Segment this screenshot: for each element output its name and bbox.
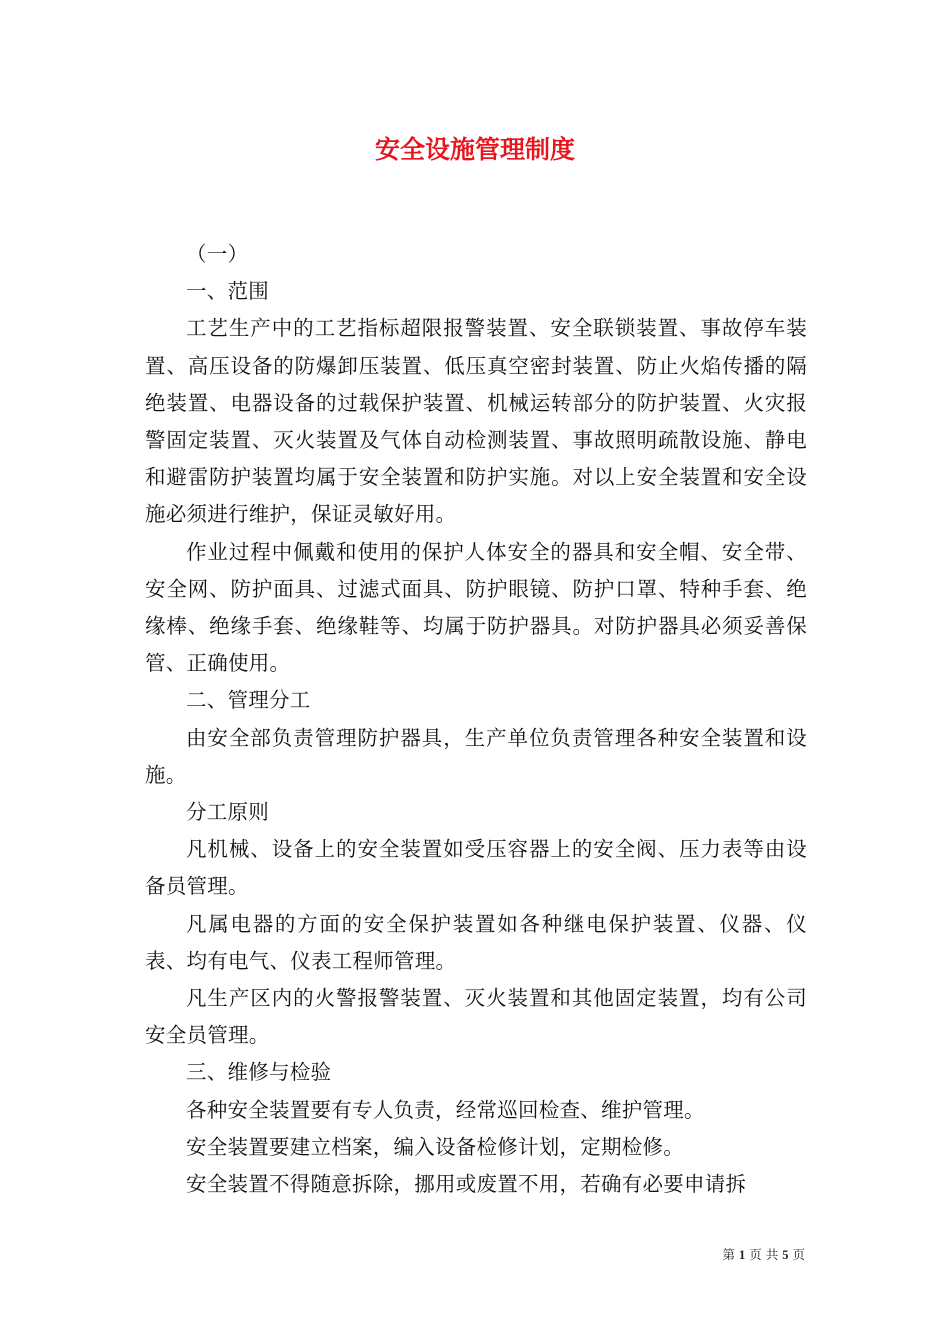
document-title: 安全设施管理制度 [374, 135, 575, 164]
heading-maintenance-inspection: 三、维修与检验 [186, 1060, 332, 1085]
page-footer [723, 1246, 805, 1264]
footer-suffix: 页 [792, 1247, 805, 1262]
document-body [145, 236, 807, 1203]
paragraph-responsibility: 由安全部负责管理防护器具，生产单位负责管理各种安全装置和设施。 [145, 725, 807, 787]
footer-prefix: 第 [722, 1247, 736, 1262]
footer-total-pages: 5 [782, 1248, 789, 1262]
paragraph-protective-equipment: 作业过程中佩戴和使用的保护人体安全的器具和安全帽、安全带、安全网、防护面具、过滤式面具、防护眼镜、防护口罩、特种手套、绝缘棒、绝缘手套、绝缘鞋等、均属于防护器具。对防护器具必须妥善保管、正确使用。 [145, 539, 807, 676]
footer-middle: 页 共 [749, 1247, 779, 1262]
heading-division-principles: 分工原则 [186, 800, 269, 825]
paragraph-no-removal: 安全装置不得随意拆除，挪用或废置不用，若确有必要申请拆 [186, 1172, 747, 1197]
paragraph-safety-devices: 工艺生产中的工艺指标超限报警装置、安全联锁装置、事故停车装置、高压设备的防爆卸压装置、低压真空密封装置、防止火焰传播的隔绝装置、电器设备的过载保护装置、机械运转部分的防护装置、火灾报警固定装置、灭火装置及气体自动检测装置、事故照明疏散设施、静电和避雷防护装置均属于安全装置和防护实施。对以上安全装置和安全设施必须进行维护，保证灵敏好用。 [145, 316, 807, 527]
heading-scope: 一、范围 [186, 279, 269, 304]
paragraph-part-marker: （一） [186, 242, 249, 266]
paragraph-dedicated-staff: 各种安全装置要有专人负责，经常巡回检查、维护管理。 [186, 1097, 705, 1122]
paragraph-fire-devices: 凡生产区内的火警报警装置、灭火装置和其他固定装置，均有公司安全员管理。 [145, 986, 807, 1048]
paragraph-electrical-devices: 凡属电器的方面的安全保护装置如各种继电保护装置、仪器、仪表、均有电气、仪表工程师管理。 [145, 911, 807, 973]
heading-management-division: 二、管理分工 [186, 688, 311, 713]
footer-page-number: 1 [739, 1248, 746, 1262]
paragraph-archives: 安全装置要建立档案，编入设备检修计划，定期检修。 [186, 1134, 684, 1159]
paragraph-mechanical-devices: 凡机械、设备上的安全装置如受压容器上的安全阀、压力表等由设备员管理。 [145, 837, 807, 899]
